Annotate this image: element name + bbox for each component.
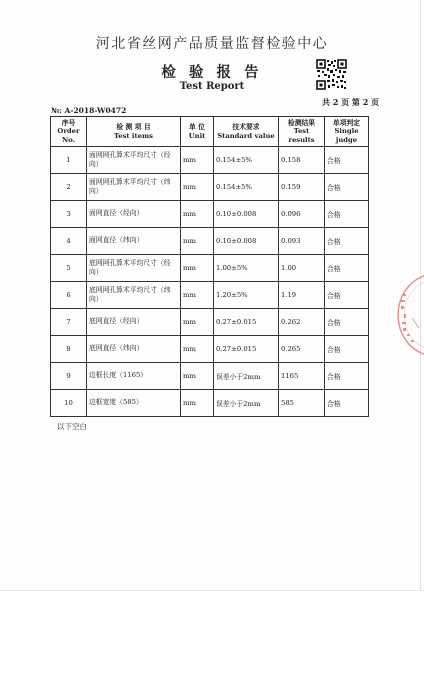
cell-result: 585 [279,390,325,417]
header-test-items: 检 测 项 目 Test items [87,117,181,147]
cell-judge: 合格 [325,174,369,201]
cell-order-no: 8 [51,336,87,363]
cell-judge: 合格 [325,390,369,417]
cell-unit: mm [181,309,214,336]
cell-result: 0.265 [279,336,325,363]
cell-judge: 合格 [325,147,369,174]
table-row [51,201,369,228]
cell-result: 0.262 [279,309,325,336]
cell-order-no: 3 [51,201,87,228]
cell-standard: 0.10±0.008 [214,228,279,255]
cell-order-no: 2 [51,174,87,201]
cell-standard: 0.10±0.008 [214,201,279,228]
cell-result: 0.159 [279,174,325,201]
cell-unit: mm [181,147,214,174]
cell-judge: 合格 [325,255,369,282]
header-unit: 单 位 Unit [181,117,214,147]
cell-order-no: 9 [51,363,87,390]
report-title-cn: 检 验 报 告 [161,64,263,81]
blank-below-note: 以下空白 [57,422,87,431]
table-row [51,336,369,363]
table-row [51,174,369,201]
cell-result: 1.00 [279,255,325,282]
report-title-en: Test Report [179,81,245,92]
cell-order-no: 6 [51,282,87,309]
cell-test-item: 面网直径（经向） [87,201,181,228]
cell-result: 0.158 [279,147,325,174]
cell-standard: 1.20±5% [214,282,279,309]
cell-order-no: 1 [51,147,87,174]
cell-unit: mm [181,174,214,201]
cell-standard: 0.27±0.015 [214,309,279,336]
cell-unit: mm [181,363,214,390]
cell-standard: 误差小于2mm [214,390,279,417]
cell-standard: 0.27±0.015 [214,336,279,363]
organization-name: 河北省丝网产品质量监督检验中心 [95,36,329,52]
qr-code-icon [316,59,347,90]
cell-order-no: 4 [51,228,87,255]
cell-unit: mm [181,255,214,282]
cell-test-item: 底网网孔算术平均尺寸（纬向） [87,282,181,309]
table-row [51,309,369,336]
cell-order-no: 10 [51,390,87,417]
cell-order-no: 5 [51,255,87,282]
cell-test-item: 面网网孔算术平均尺寸（经向） [87,147,181,174]
page-edge-bottom [0,590,424,591]
table-header-row [51,117,369,147]
cell-test-item: 面网直径（纬向） [87,228,181,255]
cell-judge: 合格 [325,363,369,390]
table-row [51,363,369,390]
cell-test-item: 底网直径（经向） [87,309,181,336]
cell-test-item: 边框长度（1165） [87,363,181,390]
cell-judge: 合格 [325,336,369,363]
cell-result: 0.096 [279,201,325,228]
cell-unit: mm [181,228,214,255]
header-order-no: 序号 Order No. [51,117,87,147]
table-row [51,390,369,417]
cell-result: 1165 [279,363,325,390]
header-standard-value: 技术要求 Standard value [214,117,279,147]
cell-standard: 1.00±5% [214,255,279,282]
cell-judge: 合格 [325,282,369,309]
cell-test-item: 底网网孔算术平均尺寸（经向） [87,255,181,282]
cell-judge: 合格 [325,201,369,228]
cell-unit: mm [181,282,214,309]
cell-unit: mm [181,336,214,363]
cell-unit: mm [181,201,214,228]
cell-standard: 误差小于2mm [214,363,279,390]
table-row [51,228,369,255]
test-results-table [50,116,369,417]
cell-result: 0.093 [279,228,325,255]
table-row [51,255,369,282]
cell-judge: 合格 [325,309,369,336]
cell-order-no: 7 [51,309,87,336]
cell-standard: 0.154±5% [214,147,279,174]
red-seal-stamp [395,270,424,360]
header-single-judge: 单项判定 Single judge [325,117,369,147]
cell-judge: 合格 [325,228,369,255]
cell-result: 1.19 [279,282,325,309]
cell-test-item: 底网直径（纬向） [87,336,181,363]
page-count: 共 2 页 第 2 页 [322,97,380,107]
cell-unit: mm [181,390,214,417]
table-row [51,147,369,174]
header-test-results: 检测结果 Test results [279,117,325,147]
table-row [51,282,369,309]
report-number: №: A-2018-W0472 [51,106,127,115]
cell-test-item: 面网网孔算术平均尺寸（纬向） [87,174,181,201]
cell-standard: 0.154±5% [214,174,279,201]
cell-test-item: 边框宽度（585） [87,390,181,417]
